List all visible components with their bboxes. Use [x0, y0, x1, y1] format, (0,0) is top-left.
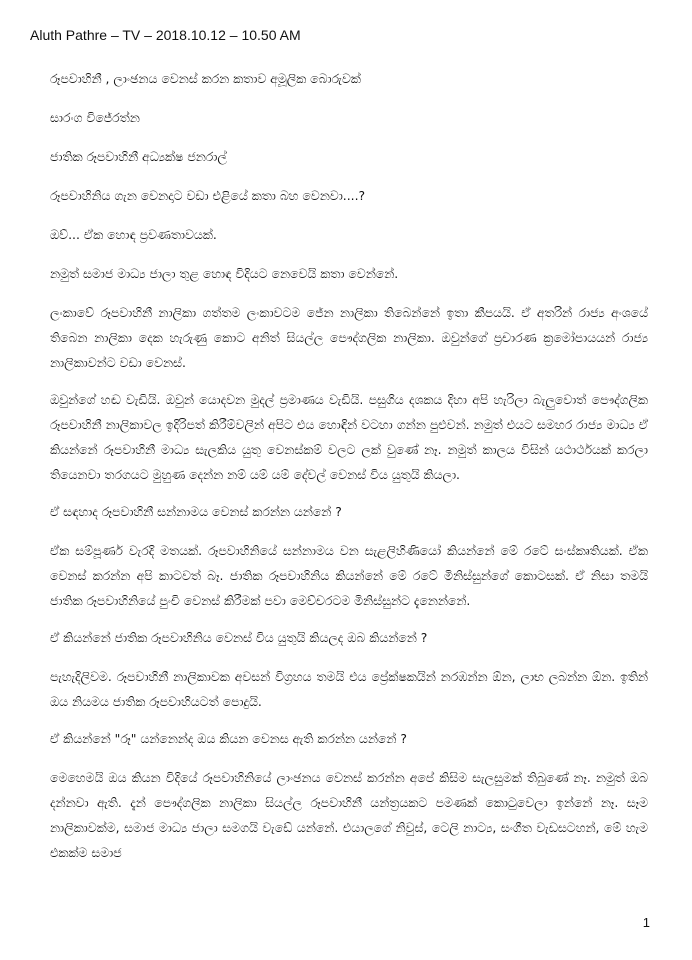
question-paragraph: රූපවාහිනිය ගැන වෙනදාට වඩා එළියේ කතා බහ වෙනවා....?	[50, 188, 366, 203]
question-paragraph: ඒ කියන්නේ "රූ" යන්නෙන්ද ඔය කියන වෙනස ඇති කරන්න යන්නේ ?	[50, 731, 407, 746]
answer-paragraph: ඔවුන්ගේ හඬ වැඩියි. ඔවුන් යොදවන මුදල් ප්‍රමාණය වැඩියි. පසුගිය දශකය දිහා අපි හැරිලා බැලුවොත් පෞද්ගලික රූපවාහිනී නාලිකාවල ඉදිරිපත් කිරීම්වලින් අපිට එය හොඳින් වටහා ගන්න පුළුවන්. නමුත් එයට සමහර රාජ්‍ය මාධ්‍ය ඒ කියන්නේ රූපවාහිනී මාධ්‍ය සැලකිය යුතු වෙනස්කම් වලට ලක් වුණේ නෑ. නමුත් කාලය විසින් යථාර්ථයක් කරලා තියෙනවා තරගයට මුහුණ දෙන්න නම් යම් යම් දේවල් වෙනස් විය යුතුයි කියලා.	[50, 392, 648, 482]
answer-paragraph: ඒක සම්පූර්ණ වැරදි මතයක්. රූපවාහිනියේ සන්නාමය වන සැළලිහිණියෝ කියන්නේ මේ රටේ සංස්කෘතියක්. ඒක වෙනස් කරන්න අපි කාටවත් බෑ. ජාතික රූපවාහිනිය කියන්නේ මේ රටේ මිනිස්සුන්ගේ කොටසක්. ඒ නිසා තමයි ජාතික රූපවාහිනියේ පුංචි වෙනස් කිරීමක් පවා මෙච්චරටම මිනිස්සුන්ට දැනෙන්නේ.	[50, 543, 648, 608]
author-title: ජාතික රූපවාහිනී අධ්‍යක්ෂ ජනරාල්	[50, 149, 227, 164]
author-name: සාරංග විජේරත්න	[50, 110, 140, 125]
answer-paragraph: ලංකාවේ රූපවාහිනී නාලිකා ගත්තම ලංකාවටම ජේන නාලිකා තිබෙන්නේ ඉතා කීපයයි. ඒ අතරින් රාජ්‍ය අංශයේ තිබෙන නාලිකා දෙක හැරුණු කොට අනිත් සියල්ල පෞද්ගලික නාලිකා. ඔවුන්ගේ ප්‍රචාරණ ක්‍රමෝපායයන් රාජ්‍ය නාලිකාවන්ට වඩා වෙනස්.	[50, 305, 648, 370]
page-number: 1	[642, 915, 650, 930]
question-paragraph: ඒ සඳහාද රූපවාහිනී සන්නාමය වෙනස් කරන්න යන්නේ ?	[50, 504, 342, 519]
headline: රූපවාහිනී , ලාංඡනය වෙනස් කරන කතාව අමූලික බොරුවක්	[50, 71, 361, 86]
question-paragraph: ඒ කියන්නේ ජාතික රූපවාහිනිය වෙනස් විය යුතුයි කියලද ඔබ කියන්නේ ?	[50, 630, 428, 645]
article-body	[50, 66, 648, 877]
answer-paragraph: මෙහෙමයි ඔය කියන විදියේ රූපවාහිනියේ ලාංඡනය වෙනස් කරන්න අපේ කිසිම සැලසුමක් තිබුණේ නෑ. නමුත් ඔබ දන්නවා ඇති. දැන් පෞද්ගලික නාලිකා සියල්ල රූපවාහිනී යන්ත්‍රයකට පමණක් කොටුවෙලා ඉන්නේ නෑ. සෑම නාලිකාවක්ම, සමාජ මාධ්‍ය ජාලා සමගයි වැඩේ යන්නේ. එයාලගේ නිවුස්, ටෙලි නාට්‍ය, සංගීත වැඩසටහන්, මේ හැම එකක්ම සමාජ	[50, 770, 648, 860]
answer-paragraph: පැහැදිලිවම. රූපවාහිනී නාලිකාවක අවසන් විග්‍රහය තමයි එය ප්‍රේක්ෂකයින් නරඹන්න ඕන, ලාභ ලබන්න ඕන. ඉතින් ඔය නියමය ජාතික රූපවාහියටත් පොදුයි.	[50, 669, 648, 709]
answer-paragraph: නමුත් සමාජ මාධ්‍ය ජාලා තුළ හොඳ විදියට නෙවෙයි කතා වෙන්නේ.	[50, 266, 399, 281]
document-header: Aluth Pathre – TV – 2018.10.12 – 10.50 AM	[30, 27, 301, 43]
answer-paragraph: ඔව්... ඒක හොඳ ප්‍රවණතාවයක්.	[50, 227, 217, 242]
